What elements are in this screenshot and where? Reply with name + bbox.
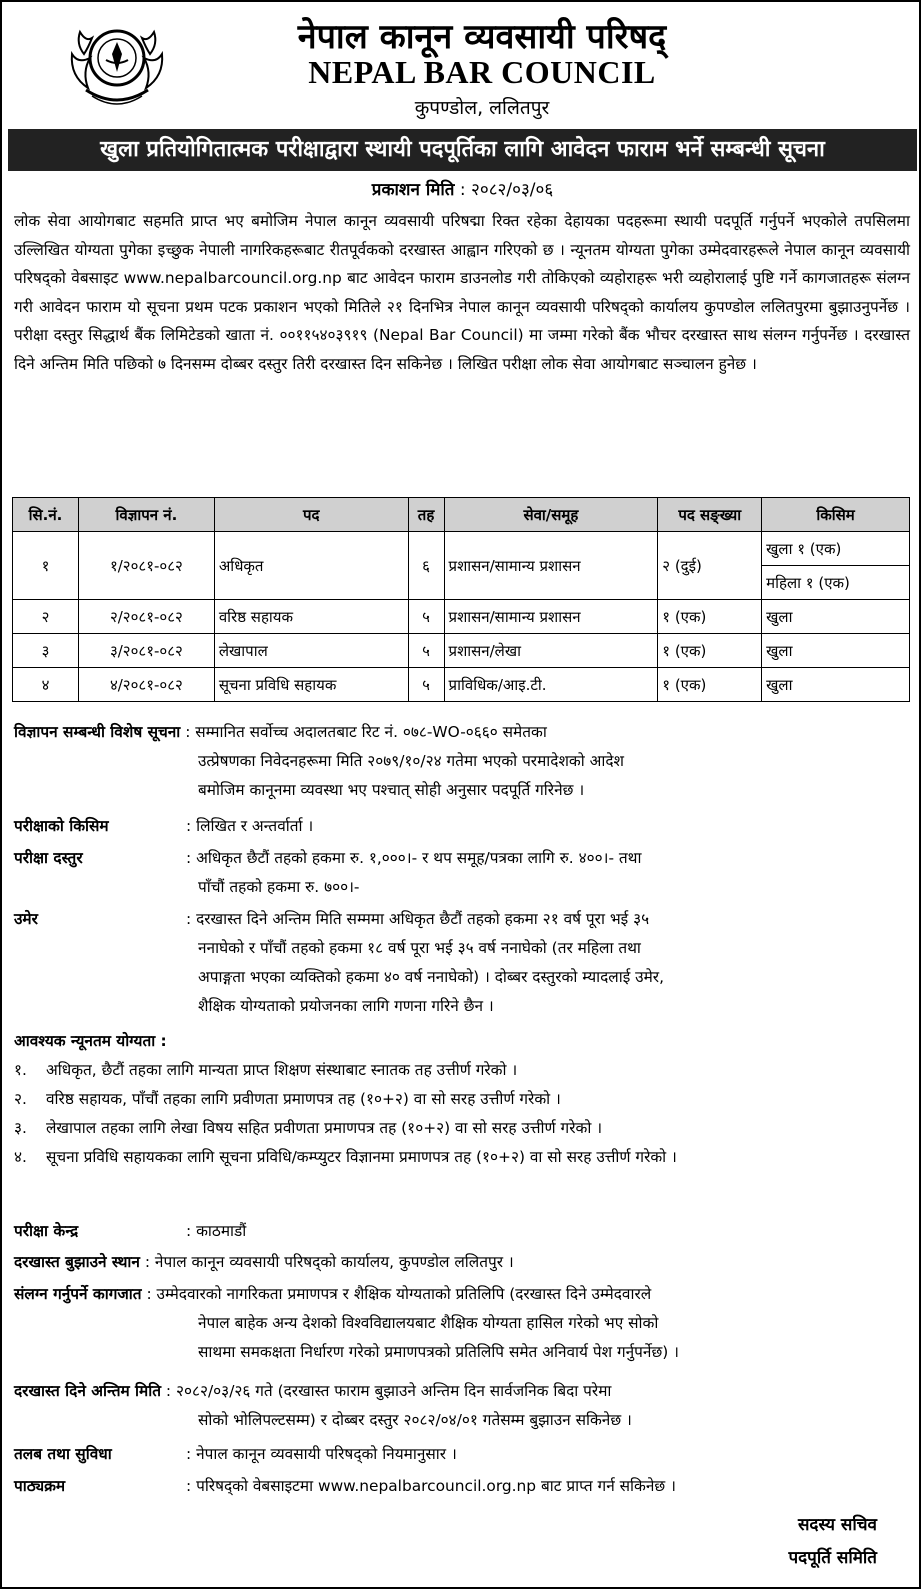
- age-line: शैक्षिक योग्यताको प्रयोजनका लागि गणना गरिने छैन ।: [198, 997, 494, 1015]
- table-cell-service: प्राविधिक/आइ.टी.: [444, 668, 658, 702]
- table-cell-count: १ (एक): [658, 634, 762, 668]
- table-cell-service: प्रशासन/सामान्य प्रशासन: [444, 532, 658, 600]
- documents-line: नेपाल बाहेक अन्य देशको विश्वविद्यालयबाट शैक्षिक योग्यता हासिल गरेको भए सोको: [198, 1314, 659, 1332]
- table-cell-type: खुला: [762, 600, 910, 634]
- syllabus-value: : परिषद्को वेबसाइटमा www.nepalbarcouncil.org.np बाट प्राप्त गर्न सकिनेछ ।: [186, 1477, 676, 1495]
- list-item: [14, 1085, 910, 1114]
- special-notice: [14, 718, 910, 747]
- deadline-cont: [198, 1406, 910, 1435]
- table-cell-sn: ४: [13, 668, 79, 702]
- table-cell-level: ५: [408, 668, 444, 702]
- list-item-number: ४.: [14, 1148, 27, 1166]
- syllabus-label: पाठ्यक्रम: [14, 1477, 66, 1495]
- table-header: सेवा/समूह: [444, 498, 658, 532]
- notice-title: खुला प्रतियोगितात्मक परीक्षाद्वारा स्थायी पदपूर्तिका लागि आवेदन फाराम भर्ने सम्बन्धी सूचना: [8, 129, 917, 171]
- nepal-bar-council-seal-icon: [66, 14, 168, 114]
- table-header: किसिम: [762, 498, 910, 532]
- submit-place-value: : नेपाल कानून व्यवसायी परिषद्को कार्यालय, कुपण्डोल ललितपुर ।: [144, 1253, 514, 1271]
- table-cell-post: सूचना प्रविधि सहायक: [214, 668, 408, 702]
- table-cell-count: २ (दुई): [658, 532, 762, 600]
- intro-paragraph: लोक सेवा आयोगबाट सहमति प्राप्त भए बमोजिम नेपाल कानून व्यवसायी परिषद्मा रिक्त रहेका देहायका पदहरूमा स्थायी पदपूर्ति गर्नुपर्ने भएकोले तपसिलमा उल्लिखित योग्यता पुगेका इच्छुक नेपाली नागरिकहरूबाट रीतपूर्वकको दरखास्त आह्वान गरिएको छ । न्यूनतम योग्यता पुगेका उम्मेदवारहरूले नेपाल कानून व्यवसायी परिषद्को वेबसाइट www.nepalbarcouncil.org.np बाट आवेदन फाराम डाउनलोड गरी तोकिएको व्यहोराहरू भरी व्यहोरालाई पुष्टि गर्ने कागजातहरू संलग्न गरी आवेदन फाराम यो सूचना प्रथम पटक प्रकाशन भएको मितिले २१ दिनभित्र नेपाल कानून व्यवसायी परिषद्को कार्यालय कुपण्डोल ललितपुरमा बुझाउनुपर्नेछ । परीक्षा दस्तुर सिद्धार्थ बैंक लिमिटेडको खाता नं. ००११५४०३९१९ (Nepal Bar Council) मा जम्मा गरेको बैंक भौचर दरखास्त साथ संलग्न गर्नुपर्नेछ । दरखास्त दिने अन्तिम मिति पछिको ७ दिनसम्म दोब्बर दस्तुर तिरी दरखास्त दिन सकिनेछ । लिखित परीक्षा लोक सेवा आयोगबाट सञ्चालन हुनेछ ।: [14, 212, 910, 373]
- list-item-number: २.: [14, 1090, 27, 1108]
- table-cell-post: अधिकृत: [214, 532, 408, 600]
- table-cell-level: ५: [408, 634, 444, 668]
- table-header-row: [13, 498, 910, 532]
- exam-fee-line: पाँचौं तहको हकमा रु. ७००।-: [198, 878, 360, 896]
- org-name-english: NEPAL BAR COUNCIL: [308, 54, 656, 90]
- documents-cont: [198, 1309, 910, 1367]
- table-cell-post: वरिष्ठ सहायक: [214, 600, 408, 634]
- list-item-text: वरिष्ठ सहायक, पाँचौं तहका लागि प्रवीणता प्रमाणपत्र तह (१०+२) वा सो सरह उत्तीर्ण गरेको ।: [46, 1090, 561, 1108]
- vacancy-table: [12, 497, 910, 702]
- publication-date: [2, 177, 921, 200]
- list-item: [14, 1056, 910, 1085]
- documents-line: साथमा समकक्षता निर्धारण गरेको प्रमाणपत्रको प्रतिलिपि समेत अनिवार्य पेश गर्नुपर्नेछ) ।: [198, 1343, 679, 1361]
- exam-fee: [14, 844, 910, 902]
- deadline: [14, 1377, 910, 1406]
- publication-date-label: प्रकाशन मिति: [371, 180, 455, 200]
- table-row: [13, 532, 910, 566]
- list-item-number: ३.: [14, 1119, 27, 1137]
- deadline-line: : २०८२/०३/२६ गते (दरखास्त फाराम बुझाउने अन्तिम दिन सार्वजनिक बिदा परेमा: [165, 1382, 612, 1400]
- table-header: सि.नं.: [13, 498, 79, 532]
- age-requirement: [14, 905, 910, 1021]
- special-notice-line: बमोजिम कानूनमा व्यवस्था भए पश्चात् सोही अनुसार पदपूर्ति गरिनेछ ।: [198, 781, 585, 799]
- table-cell-adv: ४/२०८१-०८२: [78, 668, 214, 702]
- age-label: उमेर: [14, 910, 38, 928]
- deadline-line: सोको भोलिपल्टसम्म) र दोब्बर दस्तुर २०८२/०४/०१ गतेसम्म बुझाउन सकिनेछ ।: [198, 1411, 632, 1429]
- table-row: [13, 600, 910, 634]
- table-cell-sn: ३: [13, 634, 79, 668]
- table-cell-post: लेखापाल: [214, 634, 408, 668]
- org-address: कुपण्डोल, ललितपुर: [414, 97, 550, 119]
- qualification-list: [14, 1027, 910, 1172]
- table-cell-sn: २: [13, 600, 79, 634]
- table-row: [13, 634, 910, 668]
- table-cell-count: १ (एक): [658, 668, 762, 702]
- table-cell-count: १ (एक): [658, 600, 762, 634]
- table-cell-adv: ३/२०८१-०८२: [78, 634, 214, 668]
- exam-type: [14, 812, 910, 841]
- table-cell-type: महिला १ (एक): [762, 566, 910, 600]
- exam-type-label: परीक्षाको किसिम: [14, 817, 109, 835]
- table-cell-adv: २/२०८१-०८२: [78, 600, 214, 634]
- special-notice-cont: [198, 747, 910, 805]
- exam-center-label: परीक्षा केन्द्र: [14, 1222, 79, 1240]
- table-header: तह: [408, 498, 444, 532]
- signature-block: [788, 1512, 877, 1568]
- list-item-number: १.: [14, 1061, 27, 1079]
- table-cell-type: खुला: [762, 668, 910, 702]
- list-item: [14, 1143, 910, 1172]
- salary-value: : नेपाल कानून व्यवसायी परिषद्को नियमानुसार ।: [186, 1445, 457, 1463]
- list-item-text: सूचना प्रविधि सहायकका लागि सूचना प्रविधि/कम्प्युटर विज्ञानमा प्रमाणपत्र तह (१०+२) वा सो सरह उत्तीर्ण गरेको ।: [46, 1148, 677, 1166]
- deadline-label: दरखास्त दिने अन्तिम मिति: [14, 1382, 161, 1400]
- table-cell-service: प्रशासन/लेखा: [444, 634, 658, 668]
- age-line: अपाङ्गता भएका व्यक्तिको हकमा ४० वर्ष ननाघेको) । दोब्बर दस्तुरको म्यादलाई उमेर,: [198, 968, 664, 986]
- signature-committee: पदपूर्ति समिति: [788, 1548, 877, 1568]
- table-header: पद सङ्ख्या: [658, 498, 762, 532]
- exam-center: [14, 1217, 910, 1246]
- table-row: [13, 668, 910, 702]
- syllabus: [14, 1472, 910, 1501]
- table-header: विज्ञापन नं.: [78, 498, 214, 532]
- header: [2, 2, 921, 127]
- list-item-text: अधिकृत, छैटौं तहका लागि मान्यता प्राप्त शिक्षण संस्थाबाट स्नातक तह उत्तीर्ण गरेको ।: [46, 1061, 518, 1079]
- table-cell-adv: १/२०८१-०८२: [78, 532, 214, 600]
- org-name-nepali: नेपाल कानून व्यवसायी परिषद्: [297, 17, 667, 57]
- table-cell-sn: १: [13, 532, 79, 600]
- age-line: ननाघेको र पाँचौं तहको हकमा १८ वर्ष पूरा भई ३५ वर्ष ननाघेको (तर महिला तथा: [198, 939, 641, 957]
- table-cell-level: ५: [408, 600, 444, 634]
- table-cell-type: खुला: [762, 634, 910, 668]
- list-item: [14, 1114, 910, 1143]
- documents-line: : उम्मेदवारको नागरिकता प्रमाणपत्र र शैक्षिक योग्यताको प्रतिलिपि (दरखास्त दिने उम्मेदवारले: [146, 1285, 652, 1303]
- special-notice-label: विज्ञापन सम्बन्धी विशेष सूचना: [14, 723, 181, 741]
- submit-place: [14, 1248, 910, 1277]
- age-line: : दरखास्त दिने अन्तिम मिति सम्ममा अधिकृत छैटौं तहको हकमा २१ वर्ष पूरा भई ३५: [186, 910, 650, 928]
- table-cell-type: खुला १ (एक): [762, 532, 910, 566]
- exam-fee-label: परीक्षा दस्तुर: [14, 849, 83, 867]
- table-cell-service: प्रशासन/सामान्य प्रशासन: [444, 600, 658, 634]
- list-item-text: लेखापाल तहका लागि लेखा विषय सहित प्रवीणता प्रमाणपत्र तह (१०+२) वा सो सरह उत्तीर्ण गरेको ।: [46, 1119, 603, 1137]
- submit-place-label: दरखास्त बुझाउने स्थान: [14, 1253, 140, 1271]
- table-header: पद: [214, 498, 408, 532]
- exam-type-value: : लिखित र अन्तर्वार्ता ।: [186, 817, 314, 835]
- exam-center-value: : काठमाडौं: [186, 1222, 247, 1240]
- qualification-label: आवश्यक न्यूनतम योग्यता :: [14, 1032, 167, 1050]
- exam-fee-line: : अधिकृत छैटौं तहको हकमा रु. १,०००।- र थप समूह/पत्रका लागि रु. ४००।- तथा: [186, 849, 642, 867]
- special-notice-line: : सम्मानित सर्वोच्च अदालतबाट रिट नं. ०७८-WO-०६६० समेतका: [185, 723, 547, 741]
- publication-date-value: : २०८२/०३/०६: [459, 180, 554, 200]
- required-documents: [14, 1280, 910, 1309]
- table-cell-level: ६: [408, 532, 444, 600]
- signature-title: सदस्य सचिव: [797, 1515, 877, 1535]
- salary-label: तलब तथा सुविधा: [14, 1445, 112, 1463]
- documents-label: संलग्न गर्नुपर्ने कागजात: [14, 1285, 142, 1303]
- special-notice-line: उत्प्रेषणका निवेदनहरूमा मिति २०७९/१०/२४ गतेमा भएको परमादेशको आदेश: [198, 752, 624, 770]
- salary-benefits: [14, 1440, 910, 1469]
